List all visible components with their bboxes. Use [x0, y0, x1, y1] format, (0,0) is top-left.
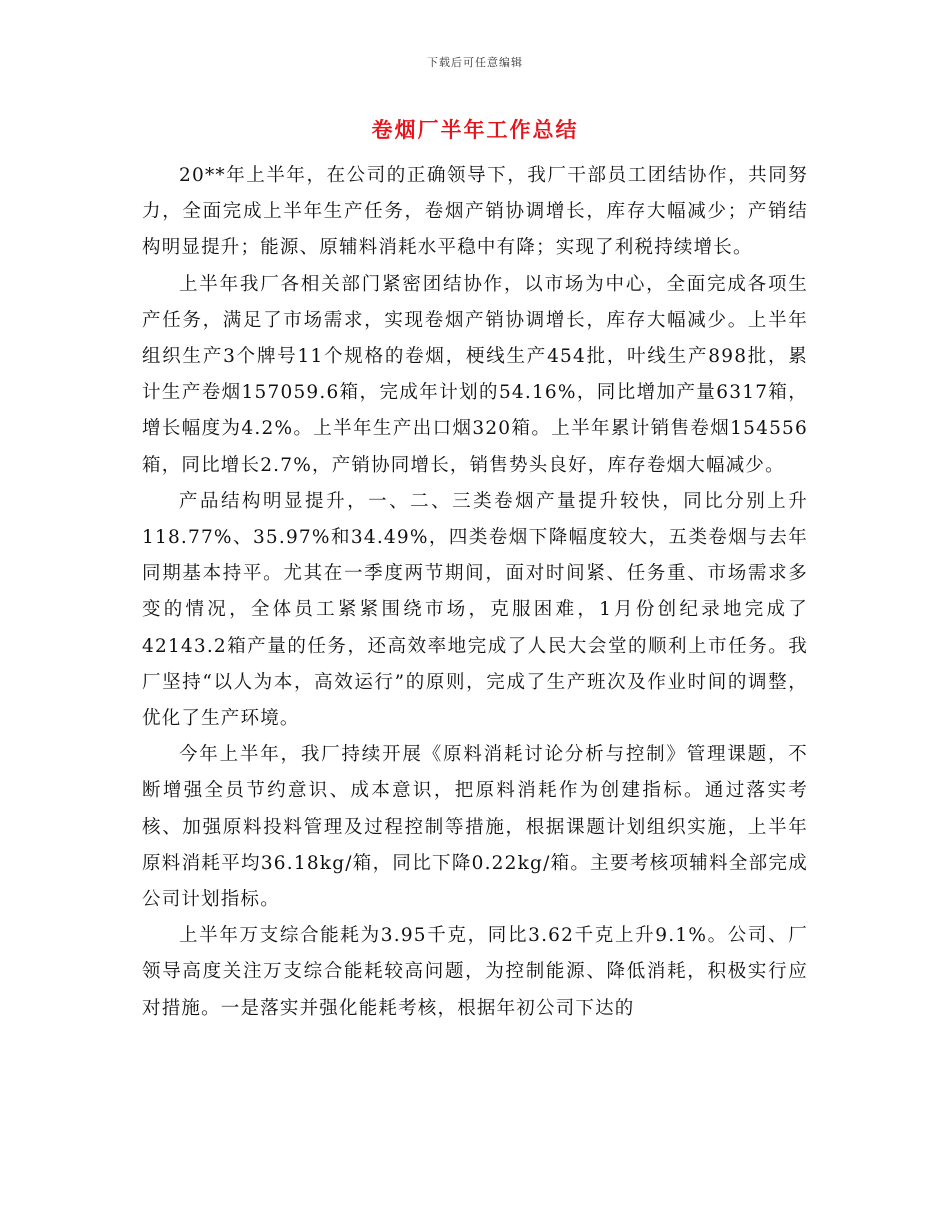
paragraph-2: 上半年我厂各相关部门紧密团结协作，以市场为中心，全面完成各项生产任务，满足了市场需求，实现卷烟产销协调增长，库存大幅减少。上半年组织生产3个牌号11个规格的卷烟，梗线生产454批，叶线生产898批，累计生产卷烟157059.6箱，完成年计划的54.16%，同比增加产量6317箱，增长幅度为4.2%。上半年生产出口烟320箱。上半年累计销售卷烟154556箱，同比增长2.7%，产销协同增长，销售势头良好，库存卷烟大幅减少。 — [142, 273, 808, 476]
document-body — [142, 158, 808, 1027]
paragraph-3: 产品结构明显提升，一、二、三类卷烟产量提升较快，同比分别上升118.77%、35.97%和34.49%，四类卷烟下降幅度较大，五类卷烟与去年同期基本持平。尤其在一季度两节期间，面对时间紧、任务重、市场需求多变的情况，全体员工紧紧围绕市场，克服困难，1月份创纪录地完成了42143.2箱产量的任务，还高效率地完成了人民大会堂的顺利上市任务。我厂坚持“以人为本，高效运行”的原则，完成了生产班次及作业时间的调整，优化了生产环境。 — [142, 490, 808, 730]
paragraph-5: 上半年万支综合能耗为3.95千克，同比3.62千克上升9.1%。公司、厂领导高度关注万支综合能耗较高问题，为控制能源、降低消耗，积极实行应对措施。一是落实并强化能耗考核，根据年初公司下达的 — [142, 925, 808, 1019]
header-note: 下载后可任意编辑 — [427, 56, 523, 69]
paragraph-4: 今年上半年，我厂持续开展《原料消耗讨论分析与控制》管理课题，不断增强全员节约意识、成本意识，把原料消耗作为创建指标。通过落实考核、加强原料投料管理及过程控制等措施，根据课题计划组织实施，上半年原料消耗平均36.18kg/箱，同比下降0.22kg/箱。主要考核项辅料全部完成公司计划指标。 — [142, 744, 808, 911]
document-title: 卷烟厂半年工作总结 — [371, 117, 579, 142]
paragraph-1: 20**年上半年，在公司的正确领导下，我厂干部员工团结协作，共同努力，全面完成上半年生产任务，卷烟产销协调增长，库存大幅减少；产销结构明显提升；能源、原辅料消耗水平稳中有降；实现了利税持续增长。 — [142, 165, 808, 259]
